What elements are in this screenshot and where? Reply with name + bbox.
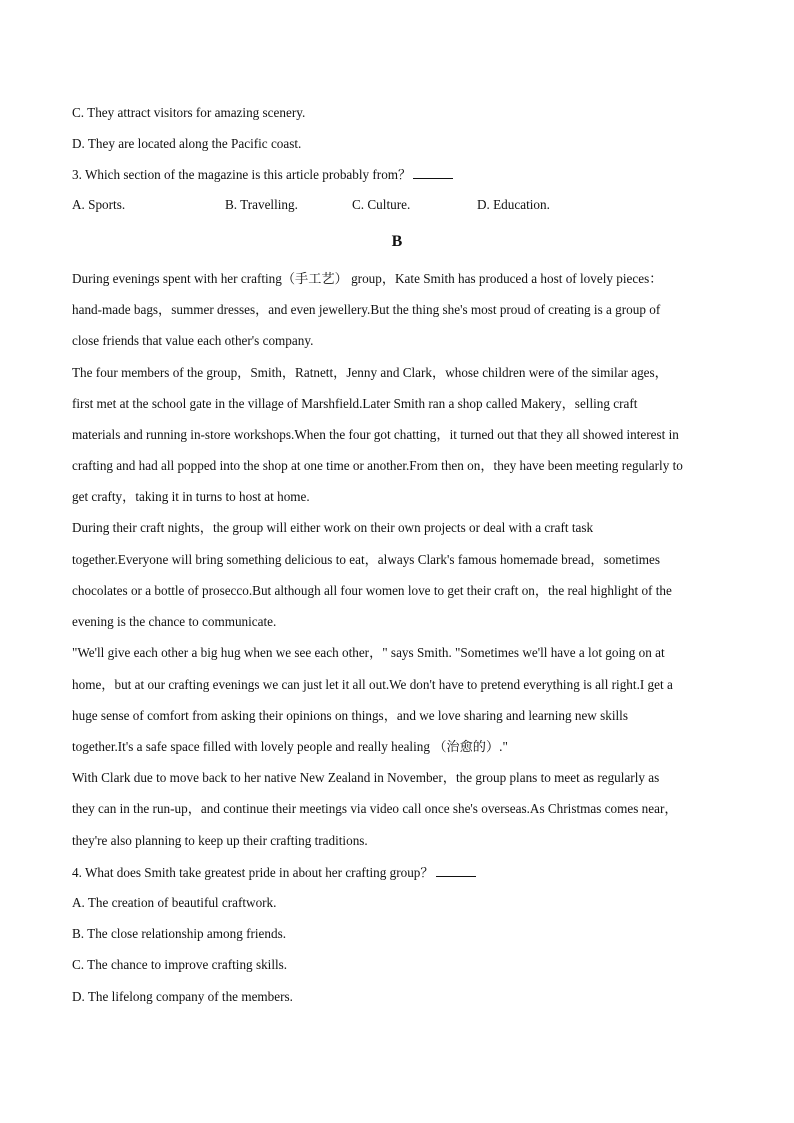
- passage-line: The four members of the group，Smith，Ratnett，Jenny and Clark，whose children were of the similar ages，: [72, 365, 668, 380]
- q4-option-a: A. The creation of beautiful craftwork.: [72, 895, 277, 910]
- passage-line: During their craft nights，the group will either work on their own projects or deal with a craft task: [72, 520, 594, 535]
- q4-answer-blank: [436, 864, 476, 877]
- passage-line: together.Everyone will bring something delicious to eat，always Clark's famous homemade bread，sometimes: [72, 552, 660, 567]
- q4-option-c: C. The chance to improve crafting skills.: [72, 957, 288, 972]
- passage-line: "We'll give each other a big hug when we see each other，" says Smith. "Sometimes we'll have a lot going on at: [72, 645, 665, 660]
- q4-option-d: D. The lifelong company of the members.: [72, 989, 293, 1004]
- passage-line: together.It's a safe space filled with lovely people and really healing （治愈的）.": [72, 739, 508, 754]
- passage-line: With Clark due to move back to her native New Zealand in November，the group plans to meet as regularly as: [72, 770, 660, 785]
- passage-line: evening is the chance to communicate.: [72, 614, 277, 629]
- q4-stem-text: 4. What does Smith take greatest pride in about her crafting group？: [72, 865, 434, 880]
- q4-stem: [72, 864, 476, 881]
- passage-line: crafting and had all popped into the shop at one time or another.From then on，they have been meeting regularly to: [72, 458, 683, 473]
- passage-line: materials and running in-store workshops.When the four got chatting，it turned out that they all showed interest in: [72, 427, 679, 442]
- passage-line: chocolates or a bottle of prosecco.But although all four women love to get their craft on，the real highlight of the: [72, 583, 672, 598]
- passage-line: they can in the run-up，and continue their meetings via video call once she's overseas.As Christmas comes near，: [72, 801, 678, 816]
- q3-option-c: C. Culture.: [352, 197, 411, 212]
- q2-option-c: C. They attract visitors for amazing scenery.: [72, 105, 306, 120]
- q2-option-d: D. They are located along the Pacific coast.: [72, 136, 302, 151]
- passage-line: huge sense of comfort from asking their opinions on things，and we love sharing and learning new skills: [72, 708, 628, 723]
- q4-option-b: B. The close relationship among friends.: [72, 926, 287, 941]
- passage-line: home，but at our crafting evenings we can just let it all out.We don't have to pretend everything is all right.I get a: [72, 677, 673, 692]
- q3-stem: [72, 166, 453, 183]
- q3-option-d: D. Education.: [477, 197, 550, 212]
- section-title: B: [391, 233, 403, 250]
- passage-line: hand-made bags，summer dresses，and even jewellery.But the thing she's most proud of creating is a group of: [72, 302, 661, 317]
- passage-line: they're also planning to keep up their crafting traditions.: [72, 833, 368, 848]
- q3-answer-blank: [413, 166, 453, 179]
- passage-line: close friends that value each other's company.: [72, 333, 314, 348]
- q3-options: [72, 197, 672, 213]
- passage-line: first met at the school gate in the village of Marshfield.Later Smith ran a shop called Makery，selling craft: [72, 396, 638, 411]
- passage-line: During evenings spent with her crafting（手工艺） group，Kate Smith has produced a host of lovely pieces：: [72, 271, 663, 286]
- q3-stem-text: 3. Which section of the magazine is this article probably from？: [72, 167, 412, 182]
- q3-option-a: A. Sports.: [72, 197, 126, 212]
- passage-line: get crafty，taking it in turns to host at home.: [72, 489, 310, 504]
- q3-option-b: B. Travelling.: [225, 197, 298, 212]
